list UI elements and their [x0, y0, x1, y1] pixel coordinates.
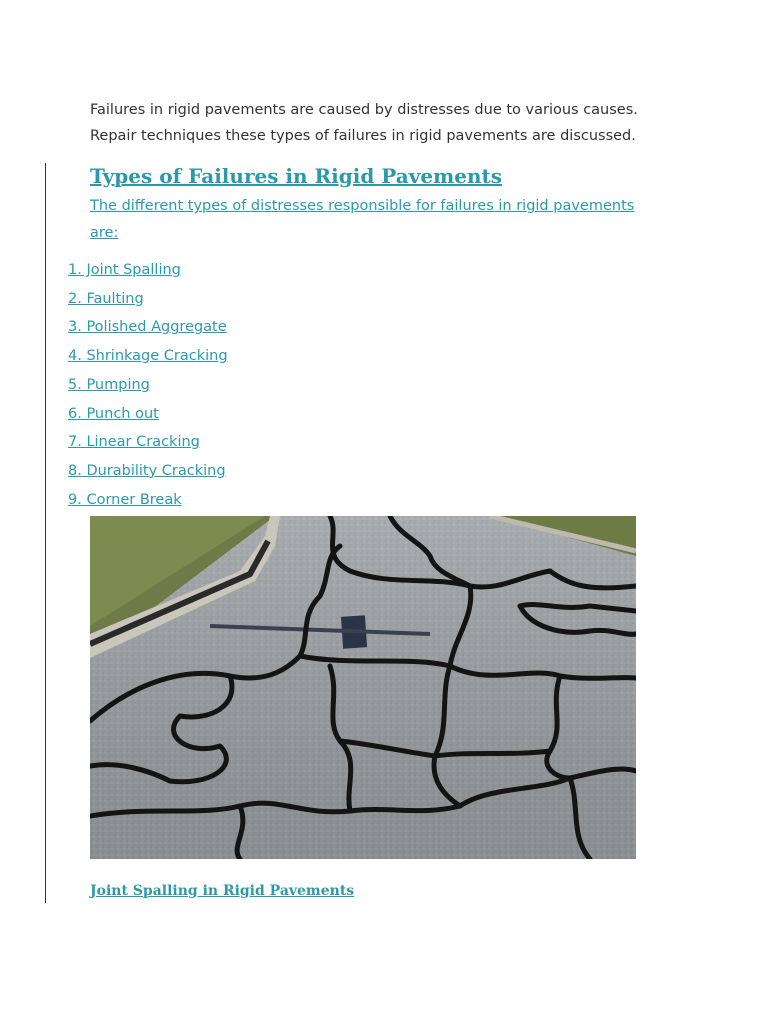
list-item-polished-aggregate[interactable]: 3. Polished Aggregate — [68, 319, 227, 336]
list-item-pumping[interactable]: 5. Pumping — [68, 376, 150, 393]
left-margin-rule — [45, 163, 46, 903]
subtext-line-1: The different types of distresses responsible for failures in rigid pavements — [90, 198, 635, 214]
section-subtext[interactable] — [90, 193, 680, 247]
list-item-corner-break[interactable]: 9. Corner Break — [68, 491, 182, 508]
cracked-pavement-photo — [90, 516, 636, 859]
intro-line-1: Failures in rigid pavements are caused by distresses due to various causes. — [90, 102, 638, 118]
list-item-punch-out[interactable]: 6. Punch out — [68, 405, 159, 422]
intro-paragraph — [90, 97, 690, 149]
section-heading[interactable]: Types of Failures in Rigid Pavements — [90, 164, 503, 188]
list-item-joint-spalling[interactable]: 1. Joint Spalling — [68, 262, 181, 278]
failure-types-list — [68, 256, 228, 514]
subtext-line-2: are: — [90, 225, 119, 241]
list-item-durability-cracking[interactable]: 8. Durability Cracking — [68, 462, 226, 479]
figure-caption-link[interactable]: Joint Spalling in Rigid Pavements — [90, 883, 355, 899]
list-item-shrinkage-cracking[interactable]: 4. Shrinkage Cracking — [68, 348, 228, 365]
list-item-linear-cracking[interactable]: 7. Linear Cracking — [68, 434, 200, 451]
intro-line-2: Repair techniques these types of failures in rigid pavements are discussed. — [90, 128, 636, 144]
list-item-faulting[interactable]: 2. Faulting — [68, 290, 144, 307]
